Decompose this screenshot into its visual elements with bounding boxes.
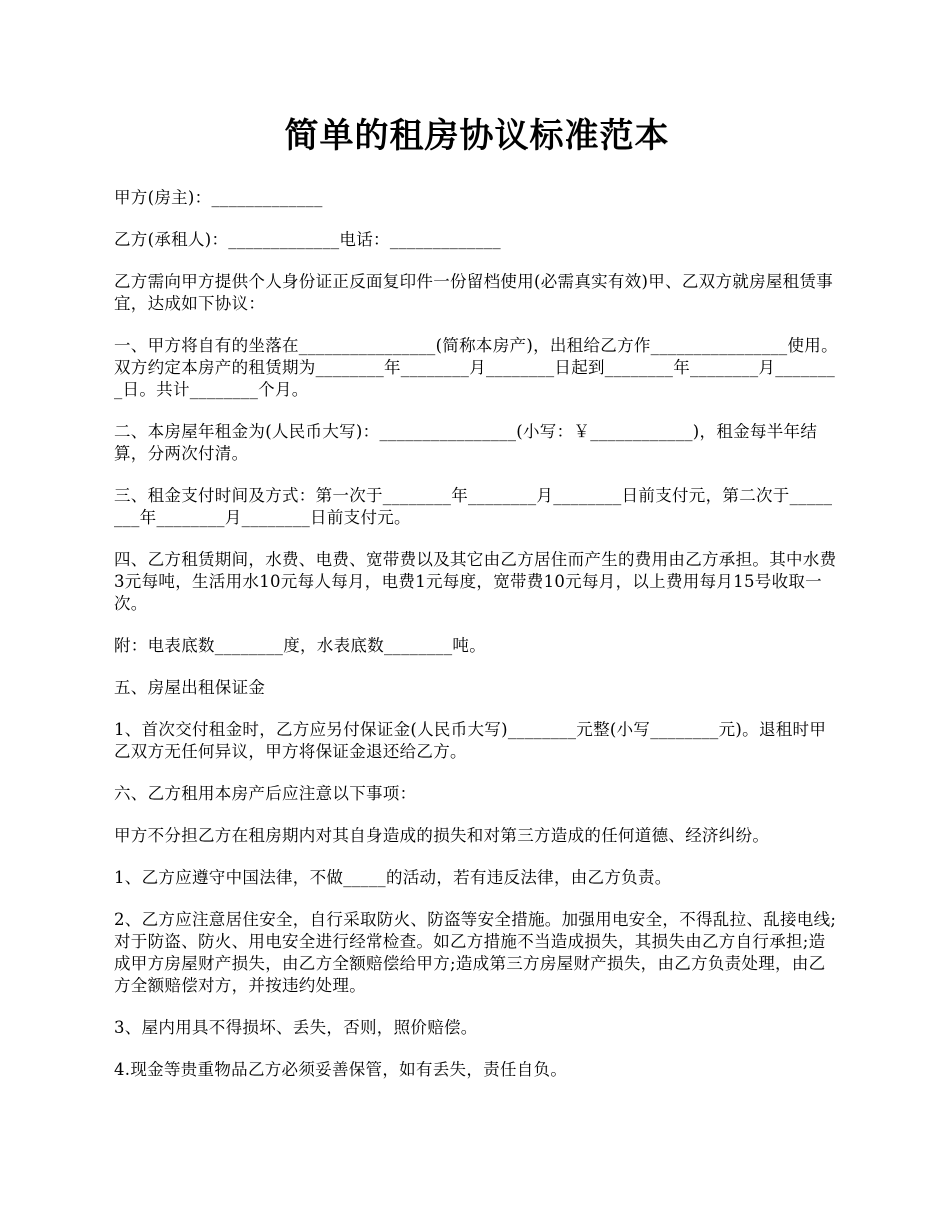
clause-1-property: 一、甲方将自有的坐落在________________(简称本房产)，出租给乙方作________________使用。双方约定本房产的租赁期为________年________月________日起到________年________月________日。共计________个月。 — [114, 336, 838, 399]
notice-item-2: 2、乙方应注意居住安全，自行采取防火、防盗等安全措施。加强用电安全，不得乱拉、乱接电线;对于防盗、防火、用电安全进行经常检查。如乙方措施不当造成损失，其损失由乙方自行承担;造成甲方房屋财产损失，由乙方全额赔偿给甲方;造成第三方房屋财产损失，由乙方负责处理，由乙方全额赔偿对方，并按违约处理。 — [114, 910, 837, 995]
party-b-line: 乙方(承租人)：_____________电话：_____________ — [114, 230, 501, 249]
clause-2-rent: 二、本房屋年租金为(人民币大写)：________________(小写：￥____________)，租金每半年结算，分两次付清。 — [114, 422, 818, 463]
clause-6-heading: 六、乙方租用本房产后应注意以下事项： — [114, 784, 417, 803]
notice-item-1: 1、乙方应遵守中国法律，不做_____的活动，若有违反法律，由乙方负责。 — [114, 868, 672, 887]
liability-paragraph: 甲方不分担乙方在租房期内对其自身造成的损失和对第三方造成的任何道德、经济纠纷。 — [114, 826, 770, 845]
deposit-paragraph: 1、首次交付租金时，乙方应另付保证金(人民币大写)________元整(小写________元)。退租时甲乙双方无任何异议，甲方将保证金退还给乙方。 — [114, 720, 827, 761]
clause-5-heading: 五、房屋出租保证金 — [114, 678, 266, 697]
document-title: 简单的租房协议标准范本 — [284, 116, 670, 156]
intro-paragraph: 乙方需向甲方提供个人身份证正反面复印件一份留档使用(必需真实有效)甲、乙双方就房屋租赁事宜，达成如下协议： — [114, 272, 834, 313]
party-a-line: 甲方(房主)：_____________ — [114, 188, 323, 207]
clause-3-payment: 三、租金支付时间及方式：第一次于________年________月________日前支付元，第二次于________年________月________日前支付元。 — [114, 486, 833, 527]
notice-item-4: 4.现金等贵重物品乙方必须妥善保管，如有丢失，责任自负。 — [114, 1060, 568, 1079]
clause-4-utilities: 四、乙方租赁期间，水费、电费、宽带费以及其它由乙方居住而产生的费用由乙方承担。其中水费3元每吨，生活用水10元每人每月，电费1元每度，宽带费10元每月，以上费用每月15号收取一次。 — [114, 550, 837, 613]
notice-item-3: 3、屋内用具不得损坏、丢失，否则，照价赔偿。 — [114, 1018, 478, 1037]
meter-readings: 附：电表底数________度，水表底数________吨。 — [114, 636, 486, 655]
